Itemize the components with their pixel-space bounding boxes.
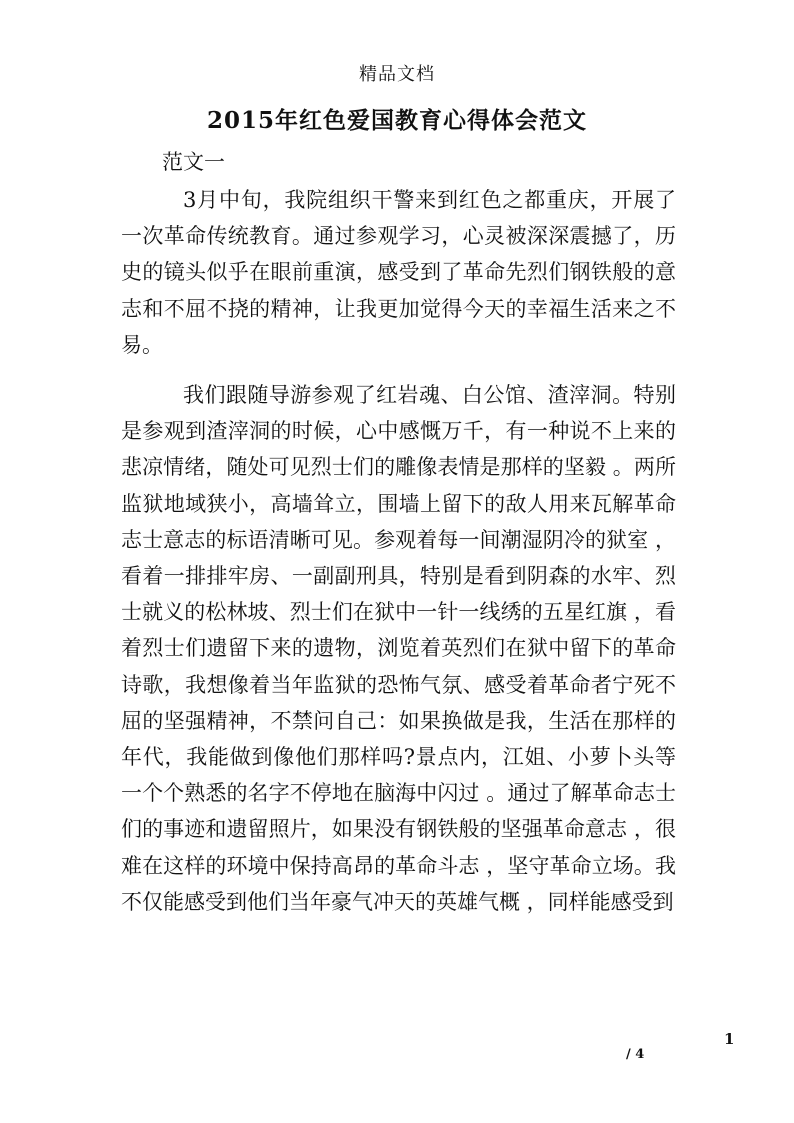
page-number: 1 [724,1030,735,1048]
document-body [121,182,676,920]
section-heading: 范文一 [162,150,225,174]
paragraph-2: 我们跟随导游参观了红岩魂、白公馆、渣滓洞。特别是参观到渣滓洞的时候，心中感慨万千，有一种说不上来的悲凉情绪，随处可见烈士们的雕像表情是那样的坚毅 。两所监狱地域狭小，高墙耸立，围墙上留下的敌人用来瓦解革命志士意志的标语清晰可见。参观着每一间潮湿阴冷的狱室 ，看着一排排牢房、一副副刑具，特别是看到阴森的水牢、烈士就义的松林坡、烈士们在狱中一针一线绣的五星红旗 ，看着烈士们遗留下来的遗物，浏览着英烈们在狱中留下的革命诗歌，我想像着当年监狱的恐怖气氛、感受着革命者宁死不屈的坚强精神，不禁问自己：如果换做是我，生活在那样的年代，我能做到像他们那样吗?景点内，江姐、小萝卜头等一个个熟悉的名字不停地在脑海中闪过 。通过了解革命志士们的事迹和遗留照片，如果没有钢铁般的坚强革命意志 ，很难在这样的环境中保持高昂的革命斗志 ，坚守革命立场。我不仅能感受到他们当年豪气冲天的英雄气概 ，同样能感受到 [121,383,676,914]
paragraph-1: 3月中旬，我院组织干警来到红色之都重庆，开展了一次革命传统教育。通过参观学习，心灵被深深震撼了，历史的镜头似乎在眼前重演，感受到了革命先烈们钢铁般的意志和不屈不挠的精神，让我更加觉得今天的幸福生活来之不易。 [121,188,676,357]
page-header: 精品文档 [359,64,435,85]
document-title: 2015年红色爱国教育心得体会范文 [206,107,587,134]
page-total: / 4 [626,1047,645,1062]
